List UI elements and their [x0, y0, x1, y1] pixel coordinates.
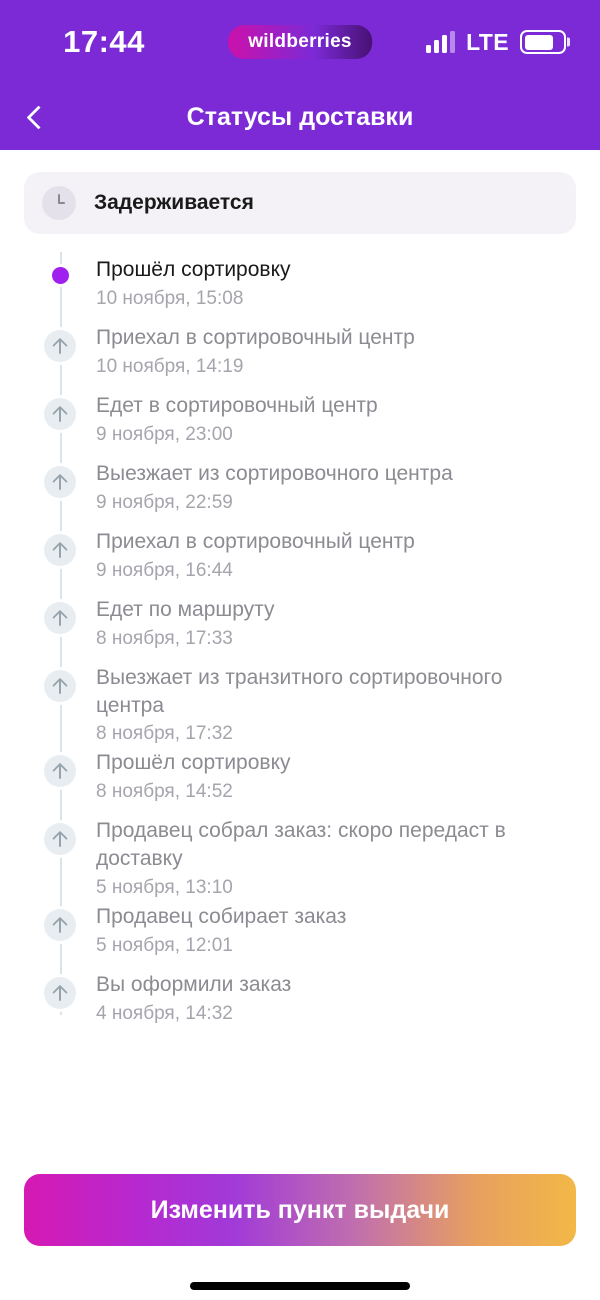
- arrow-up-icon: [44, 602, 76, 634]
- status-badge-label: Задерживается: [94, 191, 254, 214]
- timeline-item-date: 5 ноября, 13:10: [96, 876, 233, 898]
- timeline-item-date: 5 ноября, 12:01: [96, 934, 233, 956]
- timeline-item-text: [96, 899, 356, 957]
- arrow-up-icon: [44, 398, 76, 430]
- timeline-item-text: [96, 456, 463, 514]
- timeline-marker: [38, 602, 82, 634]
- timeline-item[interactable]: [38, 252, 576, 320]
- timeline-item[interactable]: [38, 813, 576, 898]
- arrow-up-icon: [44, 330, 76, 362]
- timeline-item-title: Едет по маршруту: [96, 598, 275, 621]
- timeline-item[interactable]: [38, 660, 576, 745]
- timeline-item-text: [96, 745, 301, 803]
- timeline-item-date: 9 ноября, 23:00: [96, 423, 233, 445]
- timeline-item[interactable]: [38, 388, 576, 456]
- arrow-up-icon: [44, 466, 76, 498]
- signal-bars-icon: [426, 31, 455, 53]
- status-bar-clock: 17:44: [63, 24, 145, 59]
- timeline-item-text: [96, 592, 285, 650]
- timeline-item-date: 8 ноября, 17:32: [96, 723, 233, 745]
- timeline-item-date: 8 ноября, 17:33: [96, 627, 233, 649]
- network-type-label: LTE: [466, 28, 509, 55]
- brand-logo: wildberries: [228, 25, 372, 59]
- timeline-marker: [38, 534, 82, 566]
- timeline-marker: [38, 977, 82, 1009]
- arrow-up-icon: [44, 534, 76, 566]
- home-indicator: [190, 1282, 410, 1290]
- timeline-item-date: 10 ноября, 15:08: [96, 287, 244, 309]
- timeline-item-title: Прошёл сортировку: [96, 751, 291, 775]
- status-bar: [0, 0, 600, 84]
- timeline-item-text: [96, 813, 576, 898]
- clock-icon: [42, 186, 76, 220]
- timeline-item-text: [96, 388, 388, 446]
- status-bar-indicators: [426, 29, 566, 56]
- timeline-item-title: Выезжает из транзитного сортировочного центра: [96, 666, 503, 717]
- timeline-item[interactable]: [38, 456, 576, 524]
- timeline-marker: [38, 262, 82, 284]
- timeline-item-title: Едет в сортировочный центр: [96, 394, 378, 417]
- page-title: Статусы доставки: [186, 102, 414, 131]
- timeline-item-text: [96, 524, 425, 582]
- nav-bar: [0, 84, 600, 150]
- timeline-item-title: Прошёл сортировку: [96, 258, 291, 281]
- timeline-marker: [38, 823, 82, 855]
- timeline-item-title: Выезжает из сортировочного центра: [96, 462, 453, 485]
- bottom-bar: [0, 1174, 600, 1300]
- current-step-dot-icon: [52, 267, 69, 284]
- arrow-up-icon: [44, 670, 76, 702]
- timeline-item[interactable]: [38, 320, 576, 388]
- arrow-up-icon: [44, 755, 76, 787]
- delivery-timeline: [24, 252, 576, 1035]
- timeline-item[interactable]: [38, 967, 576, 1035]
- timeline-marker: [38, 909, 82, 941]
- timeline-item-text: [96, 660, 576, 745]
- status-badge: [24, 172, 576, 234]
- timeline-item[interactable]: [38, 524, 576, 592]
- timeline-item-title: Приехал в сортировочный центр: [96, 326, 415, 349]
- change-pickup-point-button[interactable]: Изменить пункт выдачи: [24, 1174, 576, 1246]
- timeline-item-text: [96, 320, 425, 378]
- arrow-up-icon: [44, 977, 76, 1009]
- timeline-item-text: [96, 967, 301, 1025]
- timeline-item-title: Продавец собирает заказ: [96, 904, 347, 928]
- timeline-item-text: [96, 252, 301, 310]
- chevron-left-icon: [26, 105, 50, 129]
- battery-icon: [520, 30, 566, 54]
- timeline-marker: [38, 398, 82, 430]
- timeline-item-title: Приехал в сортировочный центр: [96, 530, 415, 553]
- timeline-marker: [38, 670, 82, 702]
- arrow-up-icon: [44, 823, 76, 855]
- timeline-item[interactable]: [38, 745, 576, 813]
- timeline-marker: [38, 466, 82, 498]
- timeline-item-date: 9 ноября, 22:59: [96, 491, 233, 513]
- timeline-item-date: 8 ноября, 14:52: [96, 781, 233, 803]
- timeline-item-date: 9 ноября, 16:44: [96, 559, 233, 581]
- back-button[interactable]: [0, 84, 70, 150]
- timeline-item[interactable]: [38, 899, 576, 967]
- timeline-item[interactable]: [38, 592, 576, 660]
- arrow-up-icon: [44, 909, 76, 941]
- timeline-item-title: Вы оформили заказ: [96, 972, 292, 996]
- timeline-marker: [38, 330, 82, 362]
- content-area: [0, 150, 600, 1174]
- timeline-item-title: Продавец собрал заказ: скоро передаст в доставку: [96, 819, 506, 871]
- timeline-marker: [38, 755, 82, 787]
- timeline-item-date: 10 ноября, 14:19: [96, 355, 244, 377]
- timeline-item-date: 4 ноября, 14:32: [96, 1002, 233, 1024]
